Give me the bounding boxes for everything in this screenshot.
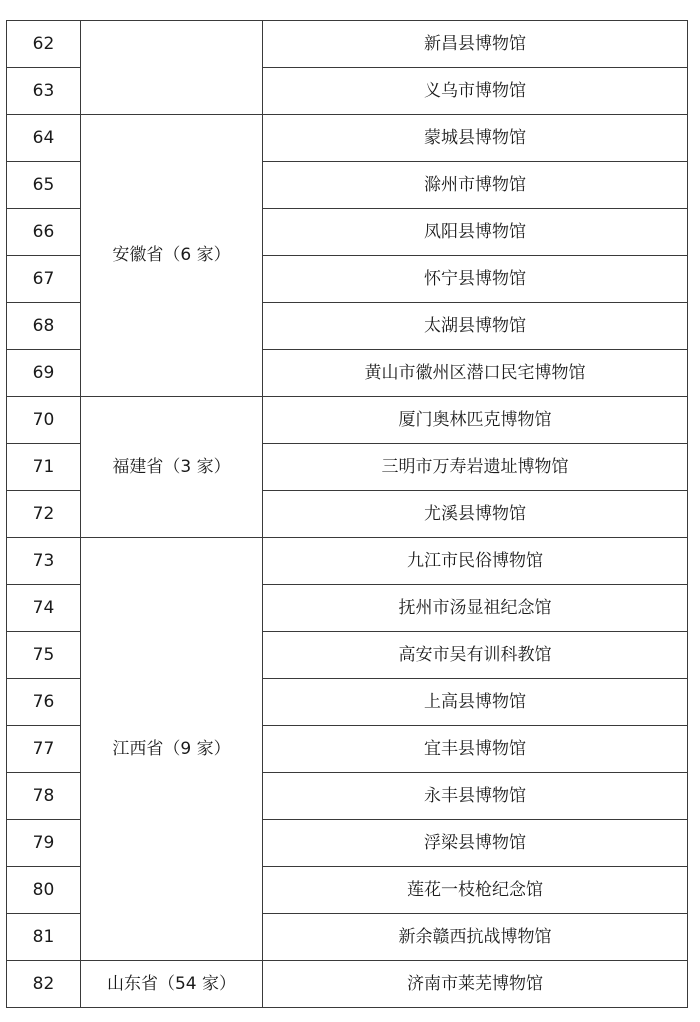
museum-name-cell: 浮梁县博物馆 bbox=[263, 820, 688, 867]
row-number-cell: 66 bbox=[7, 209, 81, 256]
museum-name-cell: 凤阳县博物馆 bbox=[263, 209, 688, 256]
museum-name-cell: 黄山市徽州区潜口民宅博物馆 bbox=[263, 350, 688, 397]
row-number-cell: 82 bbox=[7, 961, 81, 1008]
row-number-cell: 65 bbox=[7, 162, 81, 209]
row-number-cell: 73 bbox=[7, 538, 81, 585]
row-number-cell: 74 bbox=[7, 585, 81, 632]
row-number-cell: 81 bbox=[7, 914, 81, 961]
row-number-cell: 69 bbox=[7, 350, 81, 397]
museum-name-cell: 九江市民俗博物馆 bbox=[263, 538, 688, 585]
museum-list-table bbox=[6, 20, 688, 1008]
row-number-cell: 75 bbox=[7, 632, 81, 679]
table-row bbox=[7, 115, 688, 162]
province-cell: 安徽省（6 家） bbox=[81, 115, 263, 397]
table-body bbox=[7, 21, 688, 1008]
museum-name-cell: 高安市吴有训科教馆 bbox=[263, 632, 688, 679]
museum-name-cell: 新余赣西抗战博物馆 bbox=[263, 914, 688, 961]
row-number-cell: 67 bbox=[7, 256, 81, 303]
museum-name-cell: 尤溪县博物馆 bbox=[263, 491, 688, 538]
museum-name-cell: 济南市莱芜博物馆 bbox=[263, 961, 688, 1008]
row-number-cell: 77 bbox=[7, 726, 81, 773]
row-number-cell: 71 bbox=[7, 444, 81, 491]
museum-name-cell: 宜丰县博物馆 bbox=[263, 726, 688, 773]
row-number-cell: 80 bbox=[7, 867, 81, 914]
museum-name-cell: 太湖县博物馆 bbox=[263, 303, 688, 350]
museum-name-cell: 抚州市汤显祖纪念馆 bbox=[263, 585, 688, 632]
row-number-cell: 62 bbox=[7, 21, 81, 68]
table-row bbox=[7, 397, 688, 444]
province-cell bbox=[81, 21, 263, 115]
table-row bbox=[7, 961, 688, 1008]
museum-name-cell: 蒙城县博物馆 bbox=[263, 115, 688, 162]
museum-name-cell: 三明市万寿岩遗址博物馆 bbox=[263, 444, 688, 491]
museum-name-cell: 莲花一枝枪纪念馆 bbox=[263, 867, 688, 914]
row-number-cell: 72 bbox=[7, 491, 81, 538]
museum-name-cell: 怀宁县博物馆 bbox=[263, 256, 688, 303]
table-row bbox=[7, 538, 688, 585]
row-number-cell: 76 bbox=[7, 679, 81, 726]
row-number-cell: 70 bbox=[7, 397, 81, 444]
row-number-cell: 64 bbox=[7, 115, 81, 162]
row-number-cell: 68 bbox=[7, 303, 81, 350]
museum-name-cell: 滁州市博物馆 bbox=[263, 162, 688, 209]
museum-name-cell: 永丰县博物馆 bbox=[263, 773, 688, 820]
province-cell: 江西省（9 家） bbox=[81, 538, 263, 961]
province-cell: 福建省（3 家） bbox=[81, 397, 263, 538]
museum-name-cell: 义乌市博物馆 bbox=[263, 68, 688, 115]
museum-name-cell: 新昌县博物馆 bbox=[263, 21, 688, 68]
row-number-cell: 63 bbox=[7, 68, 81, 115]
row-number-cell: 78 bbox=[7, 773, 81, 820]
table-row bbox=[7, 21, 688, 68]
province-cell: 山东省（54 家） bbox=[81, 961, 263, 1008]
museum-name-cell: 上高县博物馆 bbox=[263, 679, 688, 726]
row-number-cell: 79 bbox=[7, 820, 81, 867]
museum-name-cell: 厦门奥林匹克博物馆 bbox=[263, 397, 688, 444]
